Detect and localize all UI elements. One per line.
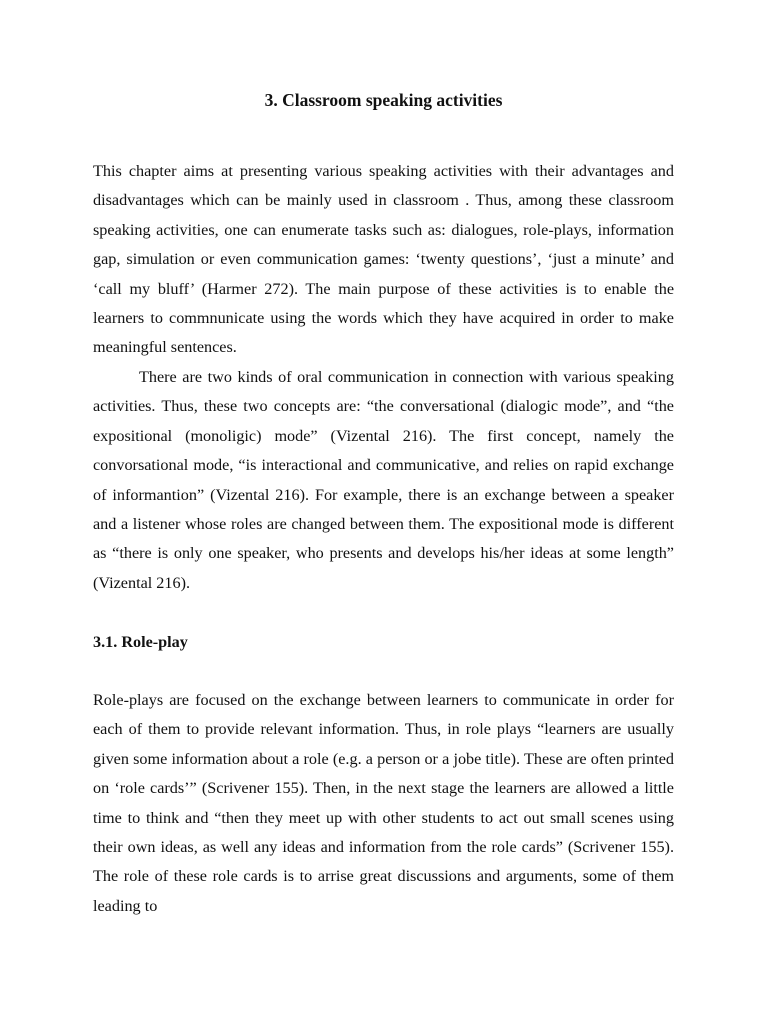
chapter-title: 3. Classroom speaking activities (264, 90, 503, 110)
section-heading-role-play: 3.1. Role-play (93, 633, 188, 651)
role-play-paragraph: Role-plays are focused on the exchange between learners to communicate in order for each of them to provide relevant information. Thus, in role plays “learners are usually given some information about a role (e.g. a person or a jobe title). These are often printed on ‘role cards’” (Scrivener 155). Then, in the next stage the learners are allowed a little time to think and “then they meet up with other students to act out small scenes using their own ideas, as well any ideas and information from the role cards” (Scrivener 155). The role of these role cards is to arrise great discussions and arguments, some of them leading to (93, 691, 674, 915)
communication-modes-paragraph: There are two kinds of oral communication in connection with various speaking activities. Thus, these two concepts are: “the conversational (dialogic mode”, and “the expositional (monoligic) mode” (Vizental 216). The first concept, namely the convorsational mode, “is interactional and communicative, and relies on rapid exchange of informantion” (Vizental 216). For example, there is an exchange between a speaker and a listener whose roles are changed between them. The expositional mode is different as “there is only one speaker, who presents and develops his/her ideas at some length” (Vizental 216). (93, 368, 674, 592)
intro-paragraph: This chapter aims at presenting various speaking activities with their advantages and disadvantages which can be mainly used in classroom . Thus, among these classroom speaking activities, one can enumerate tasks such as: dialogues, role-plays, information gap, simulation or even communication games: ‘twenty questions’, ‘just a minute’ and ‘call my bluff’ (Harmer 272). The main purpose of these activities is to enable the learners to commnunicate using the words which they have acquired in order to make meaningful sentences. (93, 162, 674, 357)
